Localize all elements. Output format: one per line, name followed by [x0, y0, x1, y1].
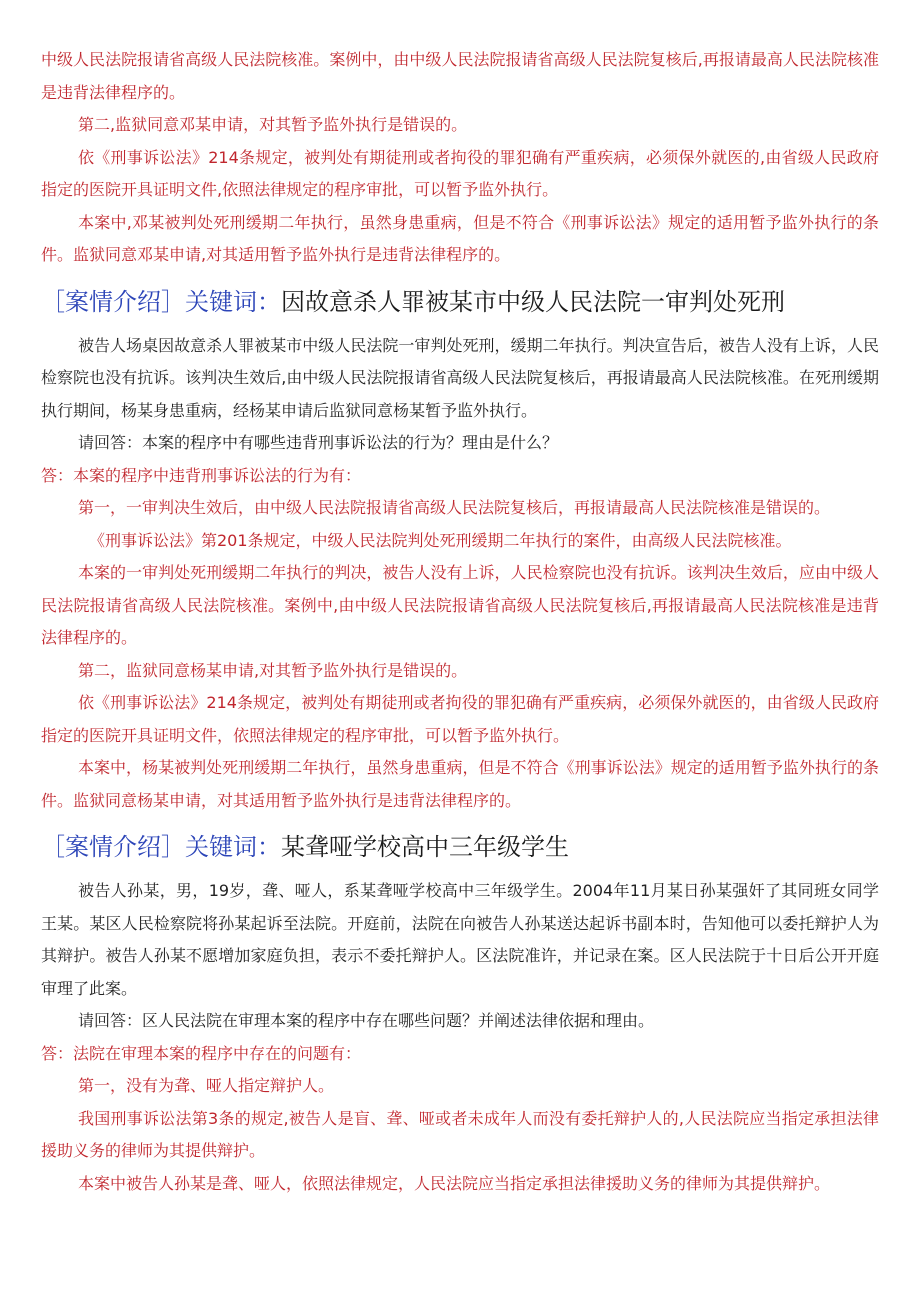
paragraph-continuation: 中级人民法院报请省高级人民法院核准。案例中，由中级人民法院报请省高级人民法院复核后,再报请最高人民法院核准是违背法律程序的。 — [41, 50, 879, 102]
case1-facts: 被告人场桌因故意杀人罪被某市中级人民法院一审判处死刑，缓期二年执行。判决宣告后，被告人没有上诉，人民检察院也没有抗诉。该判决生效后,由中级人民法院报请省高级人民法院复核后，再报请最高人民法院核准。在死刑缓期执行期间，杨某身患重病，经杨某申请后监狱同意杨某暂予监外执行。 — [41, 335, 879, 420]
case1-heading — [41, 276, 879, 328]
paragraph-point-two: 第二,监狱同意邓某申请，对其暂予监外执行是错误的。 — [78, 115, 468, 134]
case2-answer-law-3: 我国刑事诉讼法第3条的规定,被告人是盲、聋、哑或者未成年人而没有委托辩护人的,人民法院应当指定承担法律援助义务的律师为其提供辩护。 — [41, 1108, 879, 1160]
case1-answer-analysis-1: 本案的一审判处死刑缓期二年执行的判决，被告人没有上诉，人民检察院也没有抗诉。该判决生效后，应由中级人民法院报请省高级人民法院核准。案例中,由中级人民法院报请省高级人民法院复核后,再报请最高人民法院核准是违背法律程序的。 — [41, 563, 879, 647]
case2-answer-analysis: 本案中被告人孙某是聋、哑人，依照法律规定，人民法院应当指定承担法律援助义务的律师为其提供辩护。 — [78, 1173, 831, 1193]
case1-answer-analysis-2: 本案中，杨某被判处死刑缓期二年执行，虽然身患重病，但是不符合《刑事诉讼法》规定的适用暂予监外执行的条件。监狱同意杨某申请，对其适用暂予监外执行是违背法律程序的。 — [41, 758, 879, 810]
top-margin — [0, 0, 920, 44]
case2-heading — [41, 821, 879, 873]
case2-facts: 被告人孙某，男，19岁，聋、哑人，系某聋哑学校高中三年级学生。2004年11月某日孙某强奸了其同班女同学王某。某区人民检察院将孙某起诉至法院。开庭前，法院在向被告人孙某送达起诉书副本时，告知他可以委托辩护人为其辩护。被告人孙某不愿增加家庭负担，表示不委托辩护人。区法院准许，并记录在案。区人民法院于十日后公开开庭审理了此案。 — [41, 881, 879, 998]
case2-question: 请回答：区人民法院在审理本案的程序中存在哪些问题？并阐述法律依据和理由。 — [78, 1011, 655, 1030]
case1-answer-point-1: 第一，一审判决生效后，由中级人民法院报请省高级人民法院复核后，再报请最高人民法院核准是错误的。 — [78, 498, 831, 517]
paragraph-law-214: 依《刑事诉讼法》214条规定，被判处有期徒刑或者拘役的罪犯确有严重疾病，必须保外就医的,由省级人民政府指定的医院开具证明文件,依照法律规定的程序审批，可以暂予监外执行。 — [41, 147, 879, 199]
case2-tag: ［案情介绍］ — [41, 833, 185, 861]
case1-answer-law-214: 依《刑事诉讼法》214条规定，被判处有期徒刑或者拘役的罪犯确有严重疾病，必须保外就医的，由省级人民政府指定的医院开具证明文件，依照法律规定的程序审批，可以暂予监外执行。 — [41, 693, 879, 745]
case1-keyword-label: 关键词： — [185, 287, 281, 316]
case1-question: 请回答：本案的程序中有哪些违背刑事诉讼法的行为？理由是什么？ — [78, 433, 559, 452]
case1-keyword: 因故意杀人罪被某市中级人民法院一审判处死刑 — [281, 287, 785, 316]
case1-answer-point-2: 第二，监狱同意杨某申请,对其暂予监外执行是错误的。 — [78, 660, 468, 680]
case2-keyword-label: 关键词： — [185, 833, 281, 861]
case2-keyword: 某聋哑学校高中三年级学生 — [281, 833, 569, 861]
case2-answer-point-1: 第一，没有为聋、哑人指定辩护人。 — [78, 1076, 335, 1095]
paragraph-case-analysis: 本案中,邓某被判处死刑缓期二年执行，虽然身患重病，但是不符合《刑事诉讼法》规定的适用暂予监外执行的条件。监狱同意邓某申请,对其适用暂予监外执行是违背法律程序的。 — [41, 212, 879, 264]
case1-answer-intro: 答：本案的程序中违背刑事诉讼法的行为有： — [41, 465, 362, 485]
case2-answer-intro: 答：法院在审理本案的程序中存在的问题有： — [41, 1043, 362, 1063]
case1-answer-law-201: 《刑事诉讼法》第201条规定，中级人民法院判处死刑缓期二年执行的案件，由高级人民法院核准。 — [89, 530, 792, 550]
case1-tag: ［案情介绍］ — [41, 287, 185, 316]
